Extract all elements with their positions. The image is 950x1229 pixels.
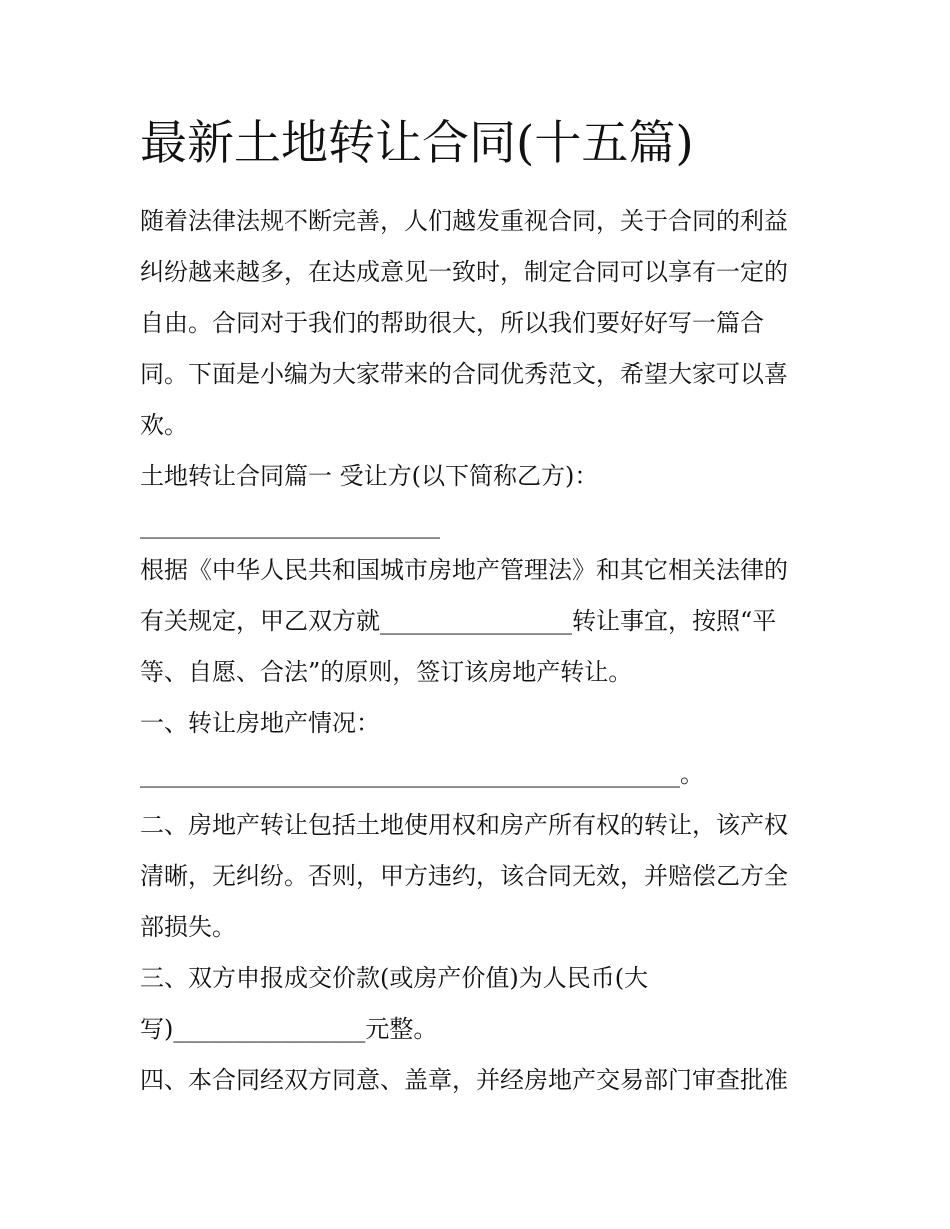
paragraph-line: 写)________________元整。 xyxy=(140,1015,438,1043)
blank-field: _____________________________________________。 xyxy=(140,760,704,788)
paragraph-line: 自由。合同对于我们的帮助很大，所以我们要好好写一篇合 xyxy=(140,309,764,337)
paragraph-line: 二、房地产转让包括土地使用权和房产所有权的转让，该产权 xyxy=(140,811,788,839)
paragraph-line: 纠纷越来越多，在达成意见一致时，制定合同可以享有一定的 xyxy=(140,258,788,286)
paragraph-line: 欢。 xyxy=(140,411,188,439)
page-title: 最新土地转让合同(十五篇) xyxy=(140,116,694,171)
paragraph-line: 四、本合同经双方同意、盖章，并经房地产交易部门审查批准 xyxy=(140,1066,788,1094)
paragraph-line: 三、双方申报成交价款(或房产价值)为人民币(大 xyxy=(140,964,649,992)
paragraph-line: 等、自愿、合法”的原则，签订该房地产转让。 xyxy=(140,658,633,686)
paragraph-line: 部损失。 xyxy=(140,913,236,941)
section-heading: 土地转让合同篇一 受让方(以下简称乙方)： xyxy=(140,462,599,490)
paragraph-line: 同。下面是小编为大家带来的合同优秀范文，希望大家可以喜 xyxy=(140,360,788,388)
paragraph-line: 清晰，无纠纷。否则，甲方违约，该合同无效，并赔偿乙方全 xyxy=(140,862,788,890)
paragraph-line: 有关规定，甲乙双方就________________转让事宜，按照“平 xyxy=(140,607,777,635)
paragraph-line: 随着法律法规不断完善，人们越发重视合同，关于合同的利益 xyxy=(140,207,788,235)
blank-field: _________________________ xyxy=(140,511,440,539)
clause-heading: 一、转让房地产情况： xyxy=(140,709,380,737)
paragraph-line: 根据《中华人民共和国城市房地产管理法》和其它相关法律的 xyxy=(140,556,788,584)
